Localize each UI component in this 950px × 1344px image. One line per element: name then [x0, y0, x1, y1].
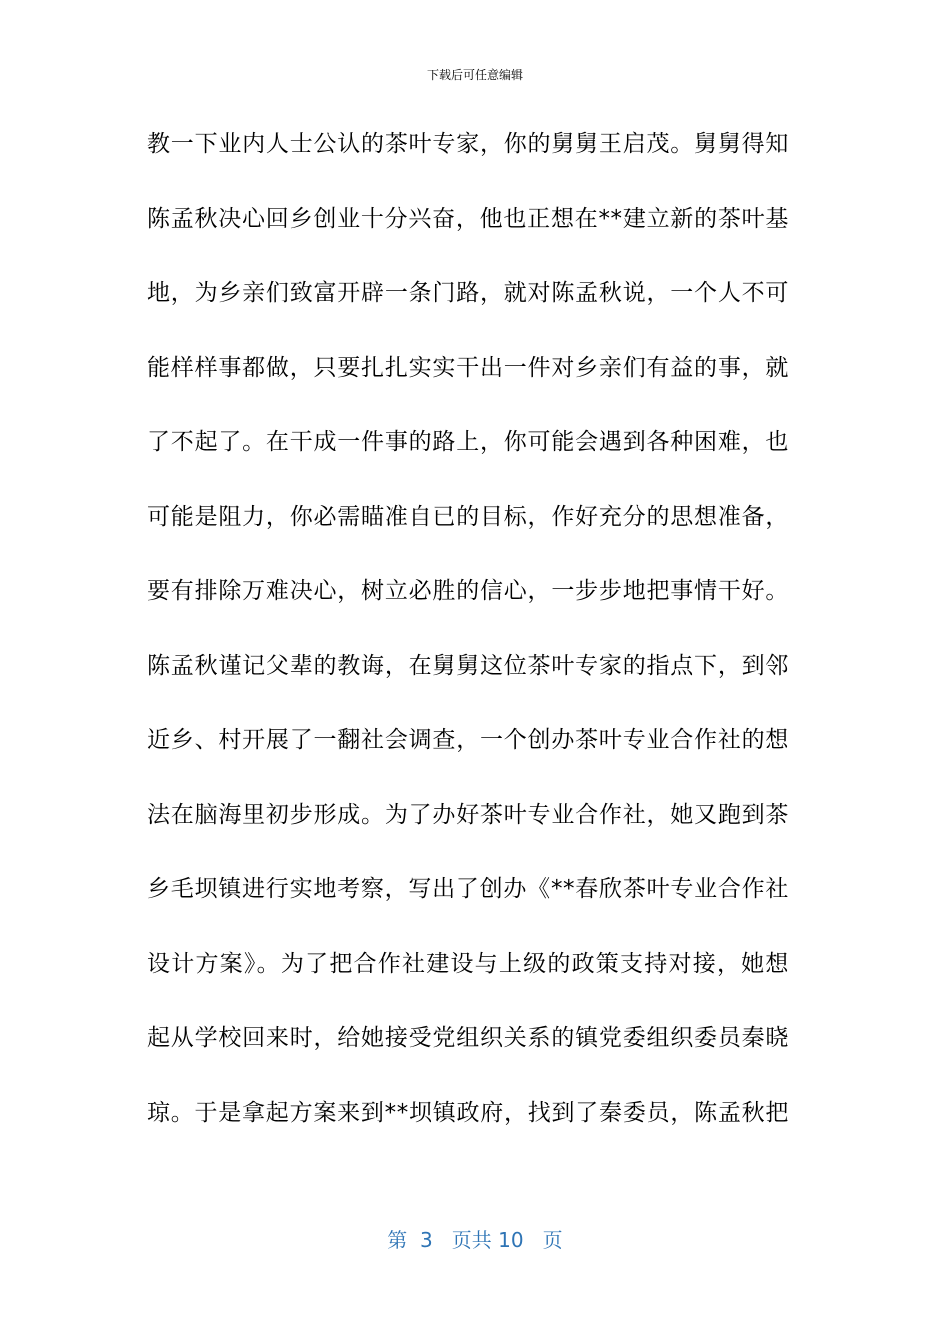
text-line: 了不起了。在干成一件事的路上，你可能会遇到各种困难，也 [147, 429, 789, 455]
text-line: 法在脑海里初步形成。为了办好茶叶专业合作社，她又跑到茶 [147, 801, 789, 828]
text-line: 起从学校回来时，给她接受党组织关系的镇党委组织委员秦晓 [147, 1025, 789, 1051]
page-header-note: 下载后可任意编辑 [426, 68, 523, 82]
page-number-footer: 第 3 页共 10 页 [387, 1228, 563, 1252]
text-line: 近乡、村开展了一翻社会调查，一个创办茶叶专业合作社的想 [147, 727, 789, 753]
document-body [147, 124, 789, 1167]
text-line: 陈孟秋决心回乡创业十分兴奋，他也正想在**建立新的茶叶基 [147, 205, 789, 232]
text-line: 能样样事都做，只要扎扎实实干出一件对乡亲们有益的事，就 [147, 354, 789, 381]
text-line: 要有排除万难决心，树立必胜的信心，一步步地把事情干好。 [147, 578, 789, 604]
text-line: 陈孟秋谨记父辈的教诲，在舅舅这位茶叶专家的指点下，到邻 [147, 652, 789, 679]
text-line: 地，为乡亲们致富开辟一条门路，就对陈孟秋说，一个人不可 [147, 280, 789, 306]
text-line: 设计方案》。为了把合作社建设与上级的政策支持对接，她想 [147, 950, 789, 977]
text-line: 琼。于是拿起方案来到**坝镇政府，找到了秦委员，陈孟秋把 [147, 1099, 789, 1126]
text-line: 可能是阻力，你必需瞄准自已的目标，作好充分的思想准备， [147, 503, 789, 530]
text-line: 教一下业内人士公认的茶叶专家，你的舅舅王启茂。舅舅得知 [147, 131, 789, 157]
text-line: 乡毛坝镇进行实地考察，写出了创办《**春欣茶叶专业合作社 [147, 876, 789, 902]
